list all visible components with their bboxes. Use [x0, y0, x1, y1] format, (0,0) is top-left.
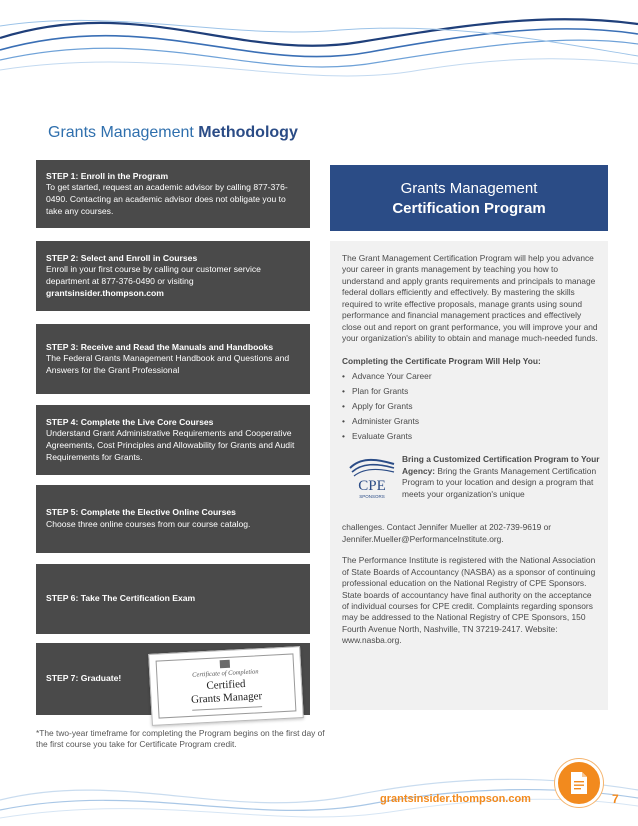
- benefit-item: • Plan for Grants: [342, 386, 598, 397]
- cpe-sponsors-logo: [344, 456, 400, 500]
- step-body: Choose three online courses from our course catalog.: [46, 519, 251, 529]
- page-title-bold: Methodology: [198, 124, 298, 141]
- certification-panel: [330, 241, 608, 710]
- step-6-box: [36, 564, 310, 634]
- footnote: *The two-year timeframe for completing the Program begins on the first day of the first course you take for Certificate Program credit.: [36, 728, 325, 749]
- footer-url-link[interactable]: grantsinsider.thompson.com: [380, 793, 531, 805]
- step-4-box: [36, 405, 310, 475]
- program-intro: The Grant Management Certification Program will help you advance your career in grants management by teaching you how to understand and apply grants requirements and principals to manage federal dollars efficiently and effectively. By mastering the skills required to write effective proposals, manage grants using sound performance and financial management practices and effectively close out and report on grant performance, you will improve your and your organization's ability to obtain and manage much-needed funds.: [342, 253, 598, 343]
- step-5-box: [36, 485, 310, 553]
- top-wave-decoration: [0, 0, 638, 100]
- step-body: Enroll in your first course by calling our customer service department at 877-376-0490 or visiting grantsinsider.thompson.com: [46, 264, 261, 298]
- cpe-promo-text: [402, 454, 600, 500]
- step-2-link[interactable]: grantsinsider.thompson.com: [46, 287, 164, 298]
- benefit-item: • Advance Your Career: [342, 371, 598, 382]
- document-icon: [569, 771, 589, 795]
- benefits-list: [342, 371, 598, 442]
- certificate-title-line1: Certified: [206, 677, 246, 693]
- certification-header-line1: Grants Management: [400, 179, 538, 197]
- bottom-wave-decoration: [0, 730, 638, 826]
- page-number: 7: [612, 792, 619, 806]
- certification-header-line2: Certification Program: [392, 199, 546, 217]
- benefits-title: Completing the Certificate Program Will Help You:: [342, 356, 541, 367]
- certificate-divider: [192, 706, 262, 711]
- cpe-contact-text: challenges. Contact Jennifer Mueller at 202-739-9619 or Jennifer.Mueller@PerformanceInstitute.org.: [342, 522, 552, 544]
- benefit-item: • Evaluate Grants: [342, 431, 598, 442]
- step-title: STEP 5: Complete the Elective Online Courses: [46, 507, 236, 518]
- step-1-box: [36, 160, 310, 228]
- step-body: The Federal Grants Management Handbook and Questions and Answers for the Grant Professional: [46, 353, 290, 375]
- benefit-item: • Apply for Grants: [342, 401, 598, 412]
- step-2-box: [36, 241, 310, 311]
- certification-header: [330, 165, 608, 231]
- step-title: STEP 2: Select and Enroll in Courses: [46, 252, 198, 263]
- cpe-promo-body: Bring the Grants Management Certification Program to your location and design a program that meets your organization's unique: [402, 465, 597, 499]
- benefit-item: • Administer Grants: [342, 416, 598, 427]
- certificate-small-text: Certificate of Completion: [191, 668, 259, 679]
- svg-text:CPE: CPE: [358, 478, 386, 495]
- nasba-statement: The Performance Institute is registered with the National Association of State Boards of Accountancy (NASBA) as a sponsor of continuing professional education on the National Registry of CPE Sponsors. State boards of accountancy have final authority on the acceptance of individual courses for CPE credit. Complaints regarding sponsors may be addressed to the National Registry of CPE Sponsors, 150 Fourth Avenue North, Nashville, TN 37219-2417. Website: www.nasba.org.: [342, 555, 596, 646]
- certificate-title-line2: Grants Manager: [190, 690, 263, 706]
- certificate-image: [148, 646, 304, 726]
- document-badge: [555, 759, 603, 807]
- step-title: STEP 6: Take The Certification Exam: [46, 593, 196, 604]
- page-title-prefix: Grants Management: [48, 124, 199, 141]
- step-title: STEP 4: Complete the Live Core Courses: [46, 416, 214, 427]
- step-body: To get started, request an academic advisor by calling 877-376-0490. Contacting an academic advisor does not obligate you to take any courses.: [46, 182, 288, 216]
- certificate-emblem-icon: [220, 660, 230, 669]
- step-title: STEP 3: Receive and Read the Manuals and Handbooks: [46, 341, 274, 352]
- step-title: STEP 7: Graduate!: [46, 673, 122, 684]
- step-3-box: [36, 324, 310, 394]
- cpe-promo-bold: Bring a Customized Certification Program to Your Agency:: [402, 454, 600, 476]
- svg-text:SPONSORS: SPONSORS: [359, 494, 385, 500]
- cpe-section: [342, 454, 598, 522]
- step-title: STEP 1: Enroll in the Program: [46, 170, 169, 181]
- step-body: Understand Grant Administrative Requirements and Cooperative Agreements, Cost Principles and Allowability for Grants and Audit Requirements for Grants.: [46, 428, 295, 462]
- page-title: [48, 124, 298, 142]
